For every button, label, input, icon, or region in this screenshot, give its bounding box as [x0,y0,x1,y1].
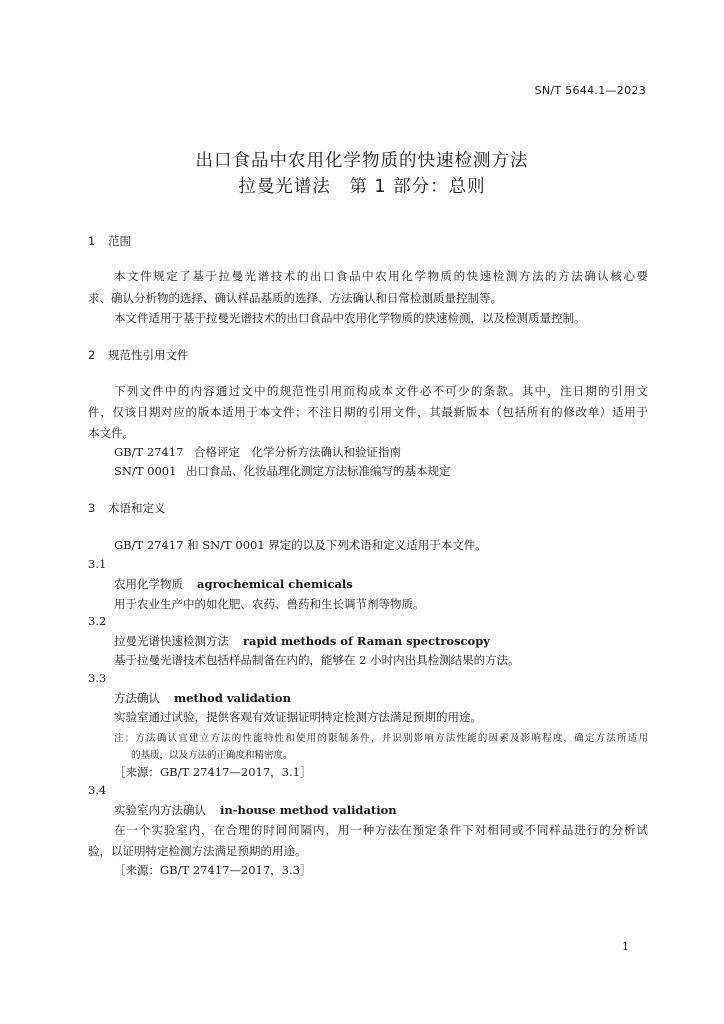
reference-item [114,463,451,479]
term-definition: 实验室通过试验，提供客观有效证据证明特定检测方法满足预期的用途。 [114,710,482,724]
reference-title: 出口食品、化妆品理化测定方法标准编写的基本规定 [186,464,451,478]
term-en: in-house method validation [220,803,397,817]
document-title-line1: 出口食品中农用化学物质的快速检测方法 [195,151,529,171]
term-heading [114,576,353,592]
term-number: 3.4 [88,783,107,797]
term-definition-line1: 在一个实验室内，在合理的时间间隔内，用一种方法在预定条件下对相同或不同样品进行的分析试 [114,823,648,837]
term-source: ［来源：GB/T 27417—2017，3.1］ [114,765,312,779]
scope-para1-line2: 求、确认分析物的选择、确认样品基质的选择、方法确认和日常检测质量控制等。 [88,291,502,305]
section-title: 术语和定义 [108,501,166,515]
normative-para-line2: 件，仅该日期对应的版本适用于本文件；不注日期的引用文件，其最新版本（包括所有的修改单）适用于 [88,405,648,419]
normative-para-line3: 本文件。 [88,426,134,440]
section-number: 3 [88,501,96,515]
standard-code: SN/T 5644.1—2023 [534,84,646,97]
terms-intro: GB/T 27417 和 SN/T 0001 界定的以及下列术语和定义适用于本文件。 [114,538,487,552]
term-source: ［来源：GB/T 27417—2017，3.3］ [114,863,312,877]
term-definition: 基于拉曼光谱技术包括样品制备在内的，能够在 2 小时内出具检测结果的方法。 [114,653,520,667]
term-definition-line2: 验，以证明特定检测方法满足预期的用途。 [88,844,307,858]
scope-para1-line1: 本文件规定了基于拉曼光谱技术的出口食品中农用化学物质的快速检测方法的方法确认核心要 [114,269,648,283]
reference-title: 合格评定 化学分析方法确认和验证指南 [194,445,401,459]
term-en: method validation [174,691,291,705]
reference-code: GB/T 27417 [114,445,184,459]
term-zh: 拉曼光谱快速检测方法 [114,634,229,648]
term-note-line2: 的基质，以及方法的正确度和精密度。 [131,750,293,761]
term-en: agrochemical chemicals [197,577,353,591]
term-zh: 实验室内方法确认 [114,803,206,817]
term-note-line1: 注：方法确认宜建立方法的性能特性和使用的限制条件，并识别影响方法性能的因素及影响程度，确定方法所适用 [114,733,648,744]
term-heading [114,802,397,818]
term-zh: 农用化学物质 [114,577,183,591]
term-heading [114,690,291,706]
reference-code: SN/T 0001 [114,464,177,478]
section-2-heading [88,347,189,363]
section-number: 2 [88,348,96,362]
page-number: 1 [622,940,629,953]
term-definition: 用于农业生产中的如化肥、农药、兽药和生长调节剂等物质。 [114,597,425,611]
normative-para-line1: 下列文件中的内容通过文中的规范性引用而构成本文件必不可少的条款。其中，注日期的引用文 [114,384,648,398]
document-title-line2: 拉曼光谱法 第 1 部分：总则 [238,177,486,197]
section-title: 规范性引用文件 [108,348,189,362]
term-heading [114,633,490,649]
term-zh: 方法确认 [114,691,160,705]
term-number: 3.2 [88,614,107,628]
section-3-heading [88,500,166,516]
term-number: 3.3 [88,671,107,685]
section-1-heading [88,233,131,249]
term-en: rapid methods of Raman spectroscopy [243,634,490,648]
reference-item [114,444,401,460]
term-number: 3.1 [88,557,107,571]
scope-para2: 本文件适用于基于拉曼光谱技术的出口食品中农用化学物质的快速检测，以及检测质量控制。 [114,311,586,325]
section-number: 1 [88,234,96,248]
section-title: 范围 [108,234,131,248]
